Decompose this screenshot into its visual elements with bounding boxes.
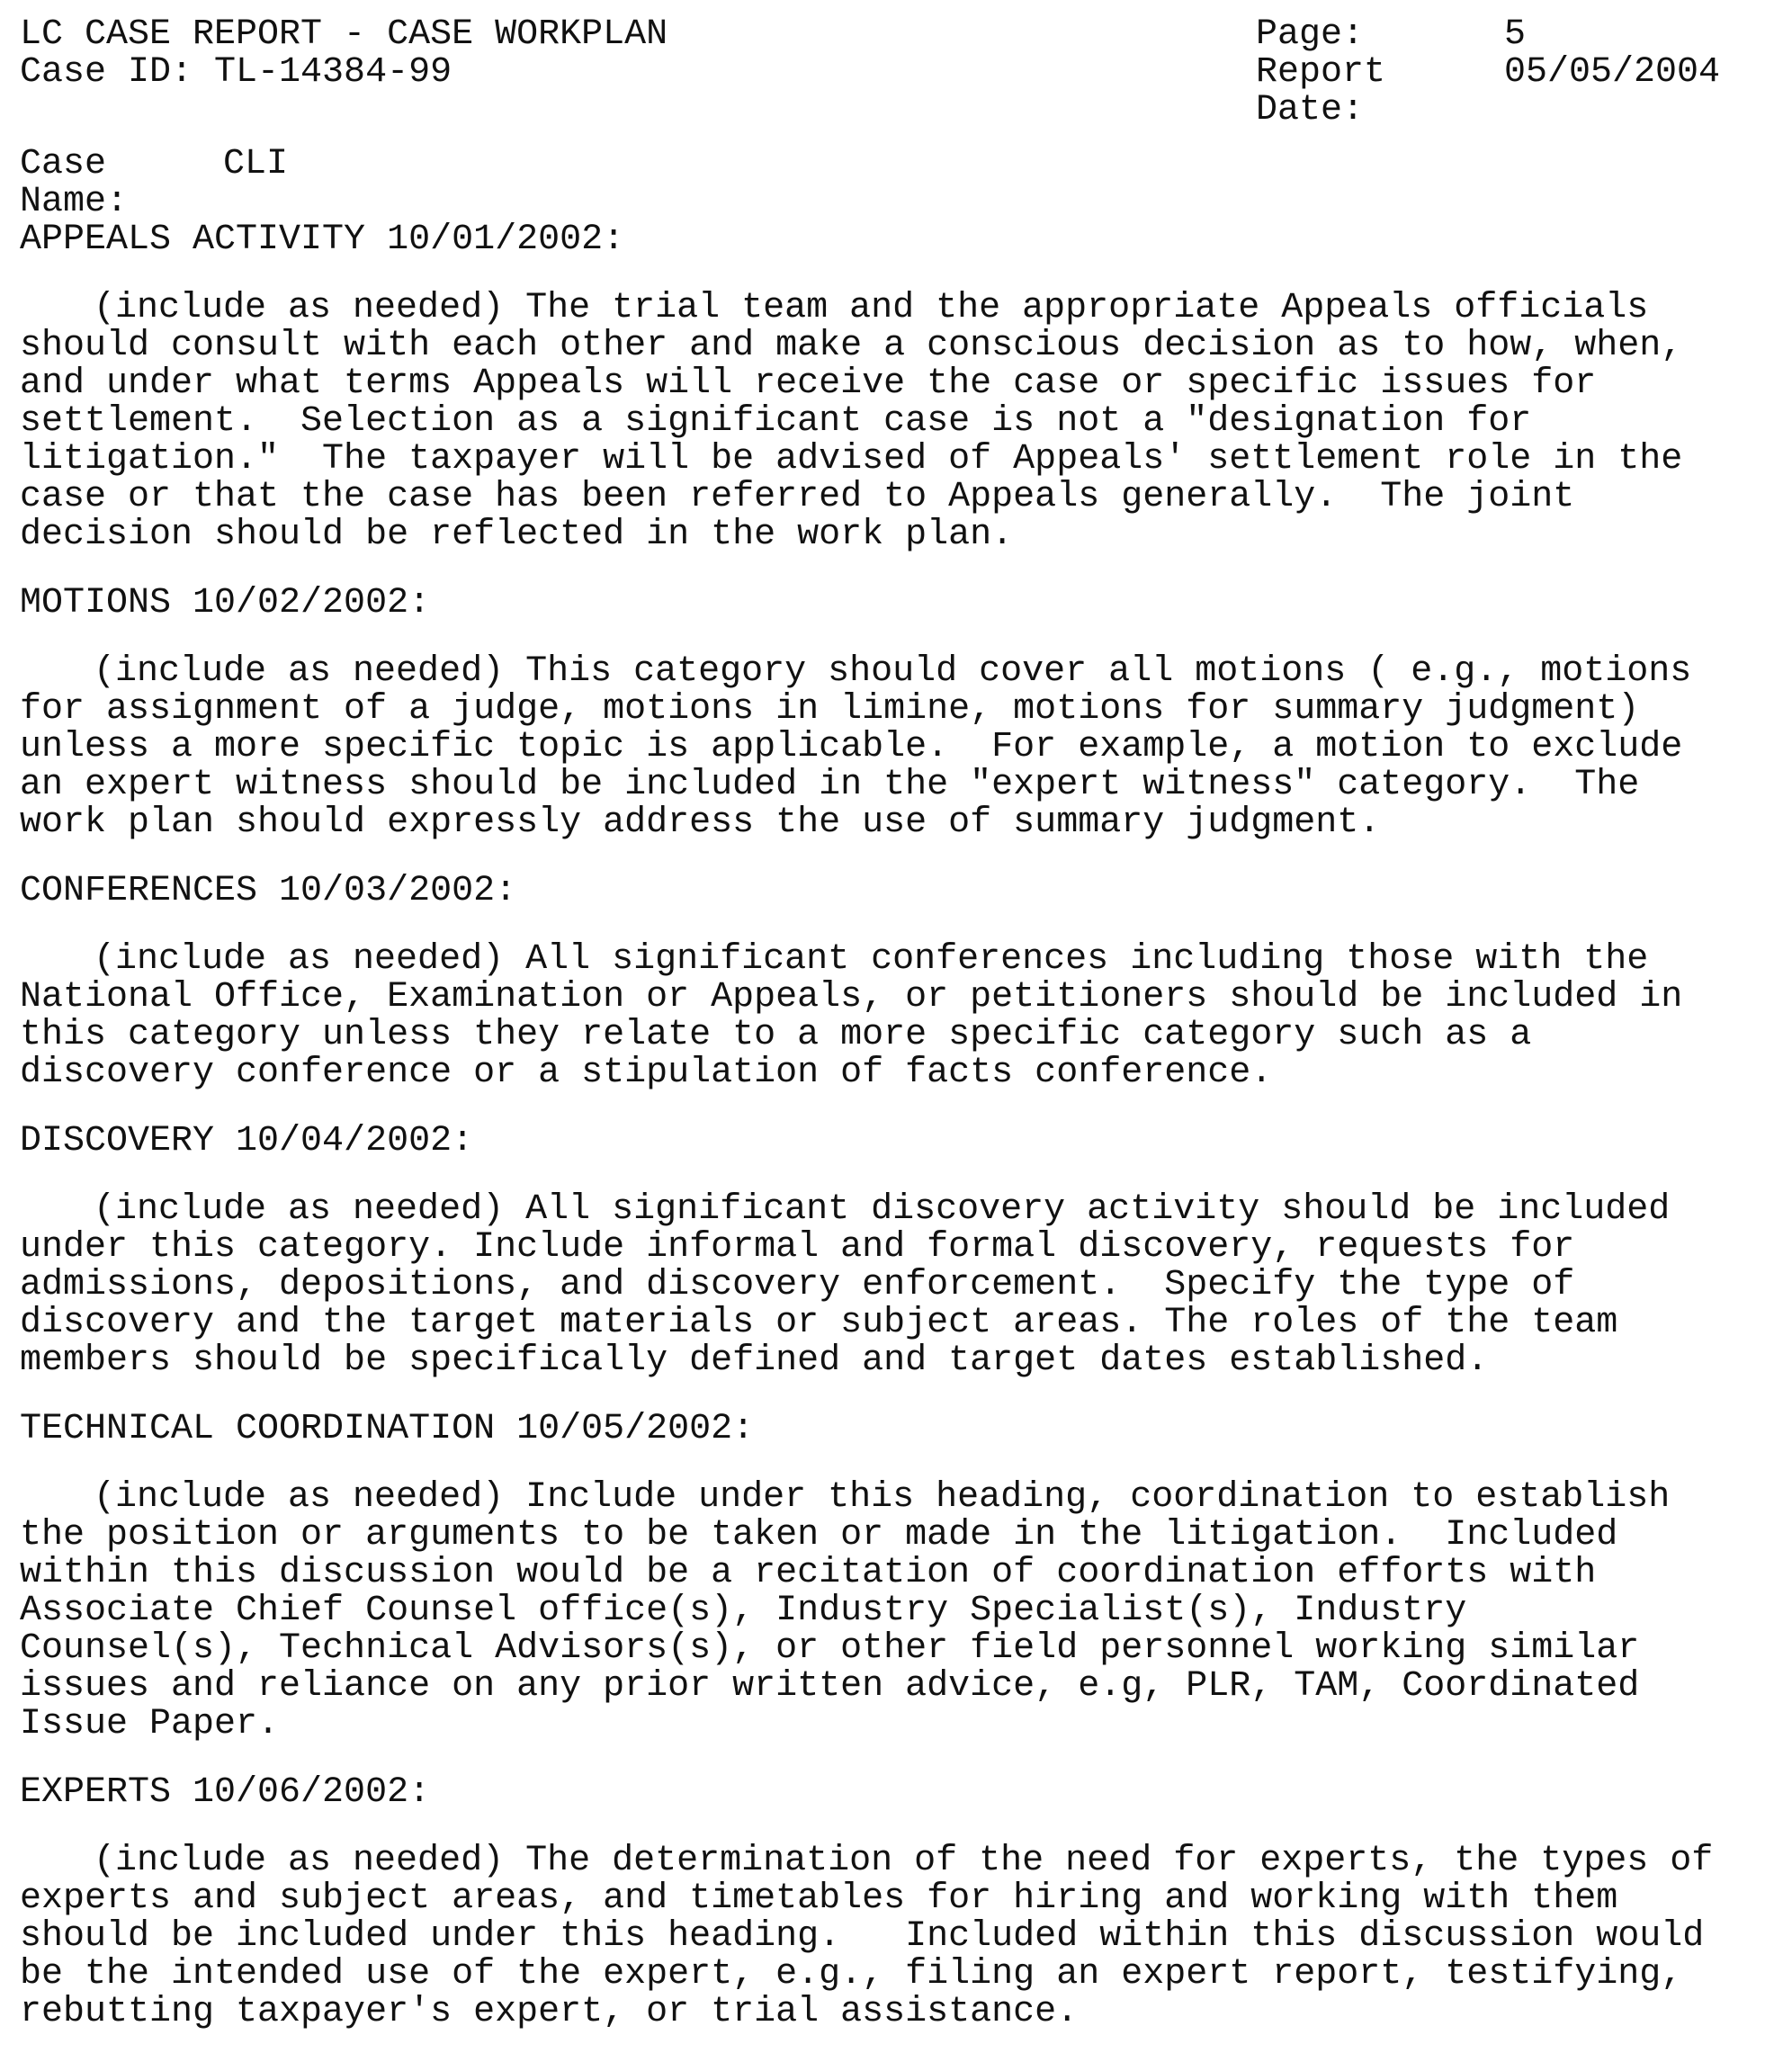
section-body xyxy=(20,653,1774,842)
report-date-label: Report xyxy=(1256,52,1386,93)
report-date: 05/05/2004 xyxy=(1504,52,1721,93)
section-heading: DISCOVERY 10/04/2002: xyxy=(20,1121,474,1161)
body-line: unless a more specific topic is applicable. For example, a motion to exclude xyxy=(20,727,1683,767)
body-line: members should be specifically defined and target dates established. xyxy=(20,1340,1489,1381)
body-line: National Office, Examination or Appeals, or petitioners should be included in xyxy=(20,977,1683,1018)
body-line: within this discussion would be a recitation of coordination efforts with xyxy=(20,1553,1597,1593)
body-line: (include as needed) All significant discovery activity should be included xyxy=(94,1189,1671,1230)
body-line: work plan should expressly address the use of summary judgment. xyxy=(20,802,1381,843)
section-body xyxy=(20,290,1774,554)
body-line: (include as needed) The determination of the need for experts, the types of xyxy=(94,1841,1714,1881)
body-line: discovery conference or a stipulation of facts conference. xyxy=(20,1053,1273,1093)
body-line: and under what terms Appeals will receive the case or specific issues for xyxy=(20,363,1597,404)
report-title: LC CASE REPORT - CASE WORKPLAN xyxy=(20,14,668,55)
body-line: discovery and the target materials or subject areas. The roles of the team xyxy=(20,1303,1618,1343)
body-line: the position or arguments to be taken or made in the litigation. Included xyxy=(20,1515,1618,1555)
body-line: (include as needed) This category should cover all motions ( e.g., motions xyxy=(94,651,1692,692)
section-heading: CONFERENCES 10/03/2002: xyxy=(20,871,517,911)
body-line: case or that the case has been referred to Appeals generally. The joint xyxy=(20,477,1575,517)
page-number-row xyxy=(1256,16,1720,54)
case-name-label-cont: Name: xyxy=(20,182,129,222)
case-name-label: Case xyxy=(20,144,107,184)
section-heading: APPEALS ACTIVITY 10/01/2002: xyxy=(20,220,625,260)
case-id: Case ID: TL-14384-99 xyxy=(20,52,452,93)
report-date-label-cont: Date: xyxy=(1256,90,1365,130)
report-date-row xyxy=(1256,54,1720,92)
section-heading: TECHNICAL COORDINATION 10/05/2002: xyxy=(20,1409,755,1449)
body-line: should consult with each other and make a conscious decision as to how, when, xyxy=(20,326,1683,366)
workplan-sections xyxy=(20,221,1774,2031)
body-line: this category unless they relate to a more specific category such as a xyxy=(20,1015,1532,1055)
section-body xyxy=(20,1191,1774,1380)
report-date-label-row xyxy=(1256,92,1720,130)
section-body xyxy=(20,1479,1774,1744)
body-line: experts and subject areas, and timetables for hiring and working with them xyxy=(20,1878,1618,1919)
body-line: Issue Paper. xyxy=(20,1704,280,1744)
body-line: decision should be reflected in the work plan. xyxy=(20,515,1014,555)
case-name-block xyxy=(20,146,1774,221)
case-name-row xyxy=(20,146,1774,184)
body-line: settlement. Selection as a significant case is not a "designation for xyxy=(20,401,1532,442)
case-name-value: CLI xyxy=(223,144,289,184)
section-body xyxy=(20,941,1774,1092)
body-line: litigation." The taxpayer will be advised of Appeals' settlement role in the xyxy=(20,439,1683,480)
body-line: should be included under this heading. Included within this discussion would xyxy=(20,1916,1705,1957)
document-page xyxy=(20,16,1774,2062)
body-line: (include as needed) The trial team and the appropriate Appeals officials xyxy=(94,288,1649,328)
header-left xyxy=(20,16,668,92)
header-right xyxy=(1256,16,1720,130)
body-line: under this category. Include informal and formal discovery, requests for xyxy=(20,1227,1575,1268)
body-line: (include as needed) Include under this heading, coordination to establish xyxy=(94,1477,1671,1518)
page-label: Page: xyxy=(1256,14,1365,55)
page-number: 5 xyxy=(1504,14,1527,55)
section-body xyxy=(20,1842,1774,2031)
body-line: admissions, depositions, and discovery enforcement. Specify the type of xyxy=(20,1265,1575,1305)
body-line: an expert witness should be included in the "expert witness" category. The xyxy=(20,765,1640,805)
body-line: for assignment of a judge, motions in limine, motions for summary judgment) xyxy=(20,689,1640,730)
body-line: Associate Chief Counsel office(s), Industry Specialist(s), Industry xyxy=(20,1591,1467,1631)
section-heading: MOTIONS 10/02/2002: xyxy=(20,583,431,623)
body-line: Counsel(s), Technical Advisors(s), or other field personnel working similar xyxy=(20,1628,1640,1669)
report-header xyxy=(20,16,1774,128)
body-line: issues and reliance on any prior written advice, e.g, PLR, TAM, Coordinated xyxy=(20,1666,1640,1707)
body-line: be the intended use of the expert, e.g., filing an expert report, testifying, xyxy=(20,1954,1683,1995)
section-heading: EXPERTS 10/06/2002: xyxy=(20,1772,431,1813)
body-line: (include as needed) All significant conferences including those with the xyxy=(94,939,1649,980)
body-line: rebutting taxpayer's expert, or trial assistance. xyxy=(20,1992,1079,2032)
